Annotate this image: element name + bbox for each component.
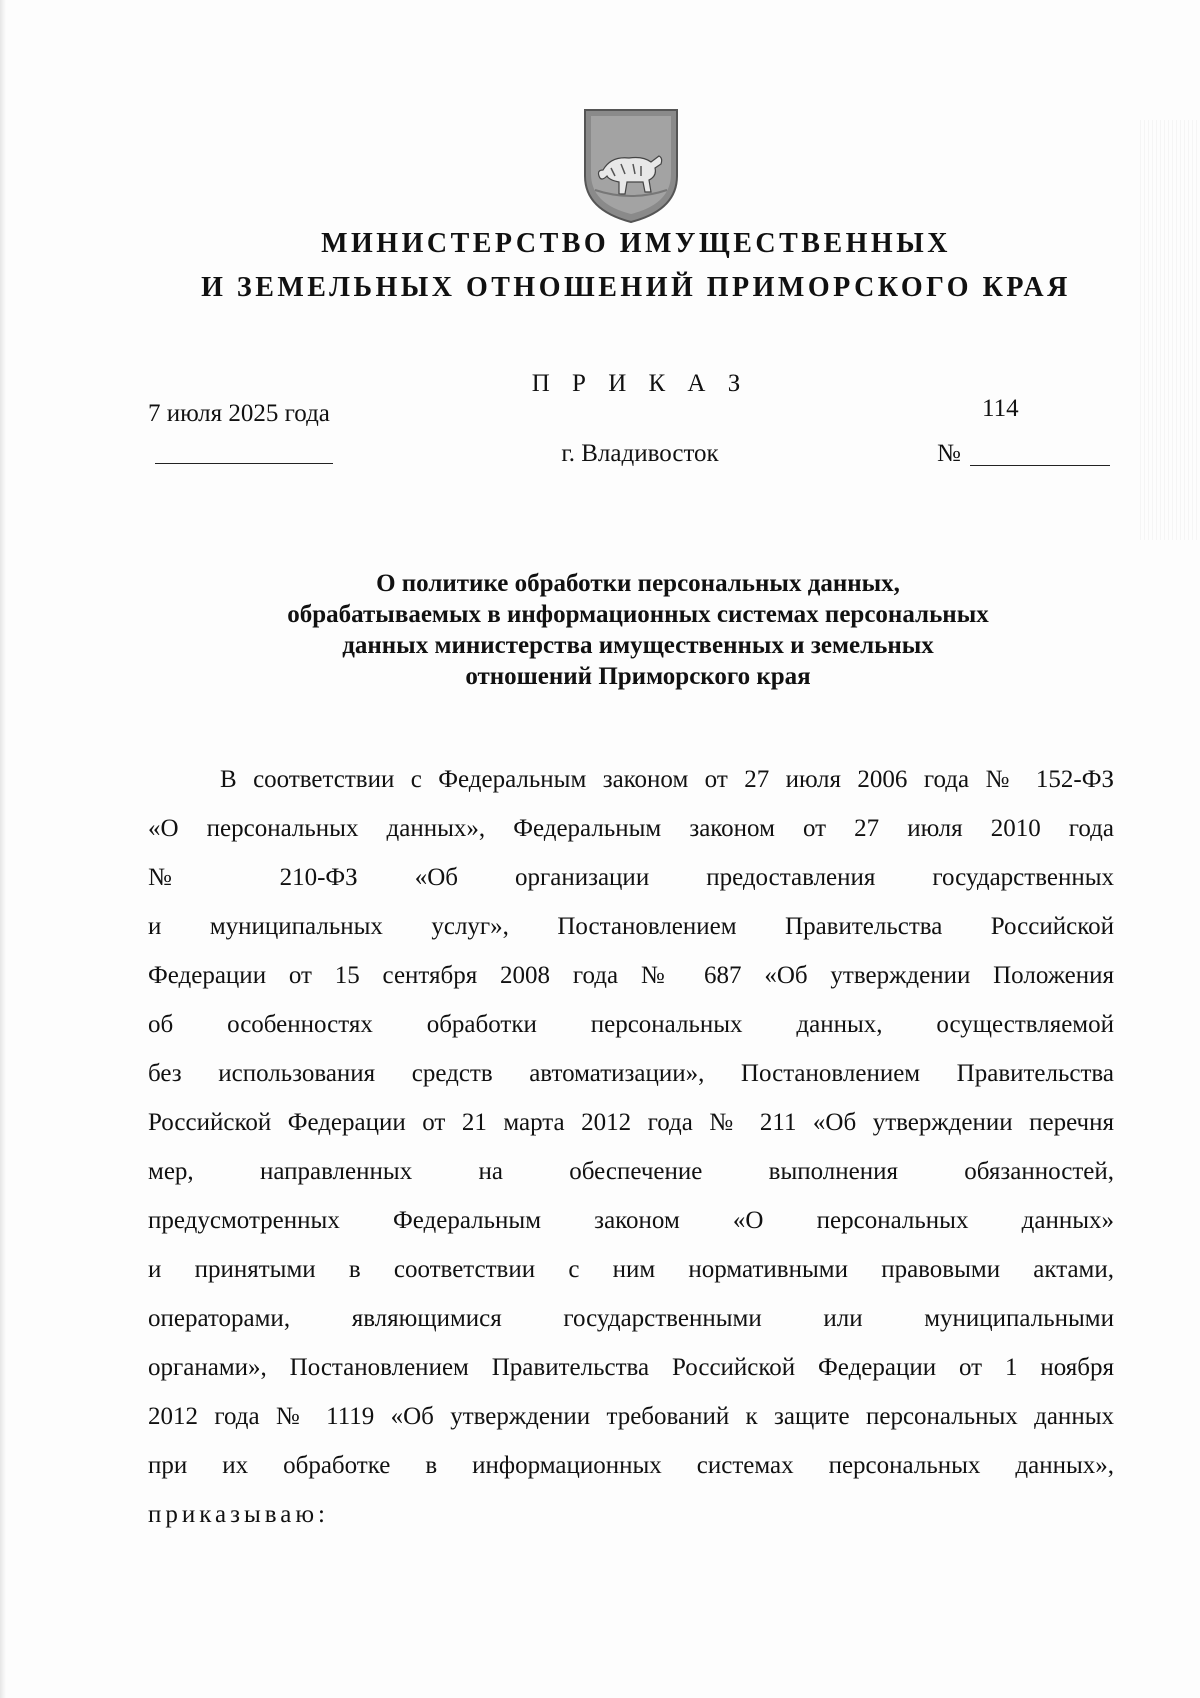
organization-name-line-1: МИНИСТЕРСТВО ИМУЩЕСТВЕННЫХ bbox=[321, 228, 951, 259]
body-line: «О персональных данных», Федеральным законом от 27 июля 2010 года bbox=[148, 815, 1114, 842]
body-line: предусмотренных Федеральным законом «О персональных данных» bbox=[148, 1207, 1114, 1234]
body-line: Российской Федерации от 21 марта 2012 года № 211 «Об утверждении перечня bbox=[148, 1109, 1114, 1136]
body-line: Федерации от 15 сентября 2008 года № 687 «Об утверждении Положения bbox=[148, 962, 1114, 989]
body-line: при их обработке в информационных системах персональных данных», bbox=[148, 1452, 1114, 1479]
subject-line: данных министерства имущественных и земельных bbox=[342, 632, 934, 659]
organization-name-line-2: И ЗЕМЕЛЬНЫХ ОТНОШЕНИЙ ПРИМОРСКОГО КРАЯ bbox=[201, 272, 1071, 303]
body-line: В соответствии с Федеральным законом от 27 июля 2006 года № 152-ФЗ bbox=[220, 766, 1114, 793]
order-subject bbox=[100, 568, 1176, 692]
date-underline bbox=[155, 463, 333, 464]
body-line: об особенностях обработки персональных данных, осуществляемой bbox=[148, 1011, 1114, 1038]
number-underline bbox=[970, 465, 1110, 466]
order-title: П Р И К А З bbox=[531, 370, 749, 397]
order-city: г. Владивосток bbox=[561, 440, 719, 467]
order-date: 7 июля 2025 года bbox=[148, 400, 330, 427]
body-line: и принятыми в соответствии с ним нормативными правовыми актами, bbox=[148, 1256, 1114, 1283]
scan-noise bbox=[1140, 120, 1200, 540]
subject-line: отношений Приморского края bbox=[465, 663, 811, 690]
body-line: без использования средств автоматизации», Постановлением Правительства bbox=[148, 1060, 1114, 1087]
primorsky-krai-coat-of-arms-icon bbox=[581, 106, 681, 226]
body-line: 2012 года № 1119 «Об утверждении требований к защите персональных данных bbox=[148, 1403, 1114, 1430]
body-line: № 210-ФЗ «Об организации предоставления государственных bbox=[148, 864, 1114, 891]
order-number: 114 bbox=[982, 395, 1019, 422]
body-line: операторами, являющимися государственными или муниципальными bbox=[148, 1305, 1114, 1332]
body-line: органами», Постановлением Правительства Российской Федерации от 1 ноября bbox=[148, 1354, 1114, 1381]
subject-line: обрабатываемых в информационных системах персональных bbox=[287, 601, 989, 628]
number-sign: № bbox=[937, 440, 961, 467]
order-directive: приказываю: bbox=[148, 1501, 329, 1528]
body-line: и муниципальных услуг», Постановлением Правительства Российской bbox=[148, 913, 1114, 940]
preamble-paragraph bbox=[148, 755, 1114, 1539]
subject-line: О политике обработки персональных данных, bbox=[376, 570, 900, 597]
body-line: мер, направленных на обеспечение выполнения обязанностей, bbox=[148, 1158, 1114, 1185]
